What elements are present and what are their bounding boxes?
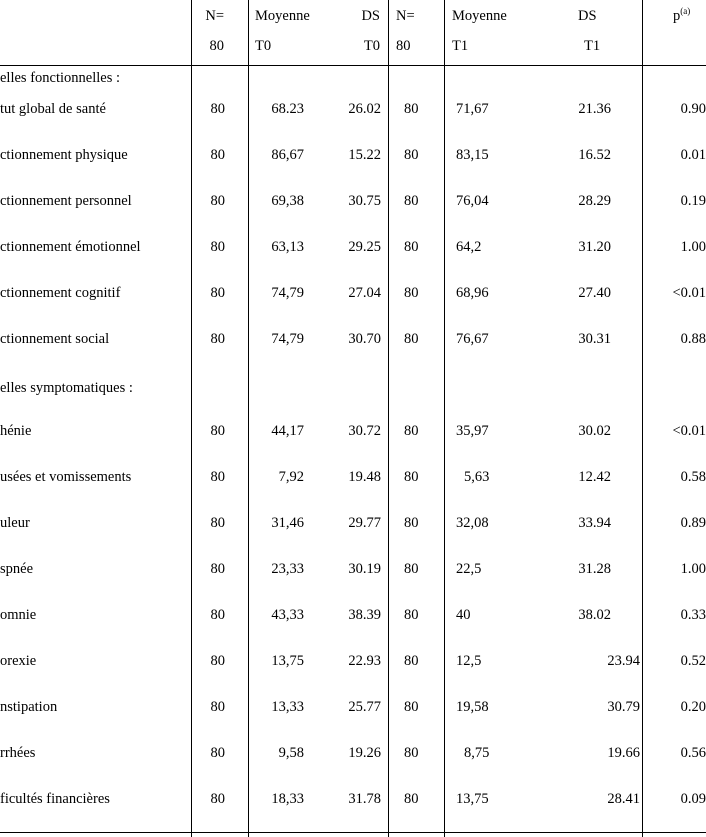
header-n-t1-line2: 80 (396, 38, 411, 54)
cell-p-value: <0.01 (672, 285, 706, 301)
header-mean-t0-line2: T0 (255, 38, 272, 54)
cell-n-t0: 80 (210, 331, 225, 347)
header-p-label: p (673, 8, 681, 24)
header-sd-t1-line2: T1 (584, 38, 601, 54)
cell-n-t0: 80 (210, 791, 225, 807)
section-symptomatic: elles symptomatiques : (0, 380, 133, 396)
cell-sd-t0: 29.25 (348, 239, 381, 255)
cell-mean-t1: 83,15 (456, 147, 489, 163)
column-divider (388, 0, 389, 837)
cell-mean-t0: 7,92 (278, 469, 304, 485)
header-p-footnote: (a) (680, 6, 691, 17)
row-label: hénie (0, 423, 32, 439)
cell-n-t1: 80 (404, 331, 419, 347)
cell-p-value: 0.33 (680, 607, 706, 623)
cell-mean-t0: 23,33 (271, 561, 304, 577)
row-label: ctionnement social (0, 331, 110, 347)
cell-n-t0: 80 (210, 745, 225, 761)
cell-sd-t1: 38.02 (578, 607, 611, 623)
cell-sd-t1: 31.28 (578, 561, 611, 577)
cell-p-value: 0.52 (680, 653, 706, 669)
header-n-t0-line2: 80 (209, 38, 224, 54)
cell-sd-t0: 19.26 (348, 745, 381, 761)
header-sd-t0-line2: T0 (363, 38, 380, 54)
cell-sd-t1: 30.02 (578, 423, 611, 439)
cell-n-t1: 80 (404, 653, 419, 669)
cell-mean-t1: 35,97 (456, 423, 489, 439)
cell-sd-t1: 31.20 (578, 239, 611, 255)
cell-p-value: 0.58 (680, 469, 706, 485)
cell-p-value: 0.09 (680, 791, 706, 807)
row-label: ctionnement cognitif (0, 285, 121, 301)
cell-sd-t1: 19.66 (607, 745, 640, 761)
row-label: ficultés financières (0, 791, 110, 807)
cell-n-t1: 80 (404, 745, 419, 761)
header-sd-t0-line1: DS (361, 8, 380, 24)
cell-sd-t0: 15.22 (348, 147, 381, 163)
cell-sd-t1: 30.79 (607, 699, 640, 715)
cell-p-value: 1.00 (680, 239, 706, 255)
cell-mean-t1: 32,08 (456, 515, 489, 531)
cell-sd-t0: 30.70 (348, 331, 381, 347)
cell-n-t0: 80 (210, 101, 225, 117)
row-label: ctionnement émotionnel (0, 239, 141, 255)
cell-n-t0: 80 (210, 239, 225, 255)
cell-mean-t0: 13,75 (271, 653, 304, 669)
row-label: rrhées (0, 745, 36, 761)
cell-n-t1: 80 (404, 101, 419, 117)
cell-p-value: 0.20 (680, 699, 706, 715)
header-n-t1-line1: N= (396, 8, 415, 24)
cell-sd-t0: 30.72 (348, 423, 381, 439)
cell-n-t0: 80 (210, 147, 225, 163)
cell-sd-t1: 21.36 (578, 101, 611, 117)
cell-n-t0: 80 (210, 423, 225, 439)
row-label: ctionnement physique (0, 147, 128, 163)
cell-p-value: 0.89 (680, 515, 706, 531)
cell-sd-t1: 27.40 (578, 285, 611, 301)
cell-sd-t1: 33.94 (578, 515, 611, 531)
row-label: spnée (0, 561, 34, 577)
cell-sd-t1: 28.29 (578, 193, 611, 209)
cell-n-t1: 80 (404, 285, 419, 301)
cell-sd-t0: 19.48 (348, 469, 381, 485)
cell-sd-t0: 38.39 (348, 607, 381, 623)
cell-sd-t1: 23.94 (607, 653, 640, 669)
cell-sd-t1: 28.41 (607, 791, 640, 807)
cell-mean-t0: 31,46 (271, 515, 304, 531)
row-label: orexie (0, 653, 37, 669)
cell-p-value: 0.90 (680, 101, 706, 117)
header-mean-t0-line1: Moyenne (255, 8, 310, 24)
cell-n-t0: 80 (210, 469, 225, 485)
cell-n-t0: 80 (210, 699, 225, 715)
cell-n-t1: 80 (404, 147, 419, 163)
row-label: usées et vomissements (0, 469, 132, 485)
cell-mean-t1: 76,67 (456, 331, 489, 347)
cell-mean-t0: 69,38 (271, 193, 304, 209)
cell-n-t1: 80 (404, 515, 419, 531)
cell-mean-t0: 86,67 (271, 147, 304, 163)
cell-n-t1: 80 (404, 193, 419, 209)
section-functional: elles fonctionnelles : (0, 70, 120, 86)
cell-p-value: 0.01 (680, 147, 706, 163)
header-p-value (673, 7, 690, 25)
row-label: tut global de santé (0, 101, 106, 117)
cell-p-value: 0.19 (680, 193, 706, 209)
cell-mean-t1: 71,67 (456, 101, 489, 117)
cell-sd-t0: 31.78 (348, 791, 381, 807)
cell-mean-t1: 13,75 (456, 791, 489, 807)
cell-sd-t0: 22.93 (348, 653, 381, 669)
cell-sd-t0: 25.77 (348, 699, 381, 715)
cell-n-t1: 80 (404, 607, 419, 623)
cell-mean-t0: 68.23 (271, 101, 304, 117)
cell-n-t0: 80 (210, 515, 225, 531)
cell-mean-t0: 13,33 (271, 699, 304, 715)
cell-n-t1: 80 (404, 699, 419, 715)
row-label: uleur (0, 515, 30, 531)
cell-sd-t1: 12.42 (578, 469, 611, 485)
cell-n-t1: 80 (404, 423, 419, 439)
cell-mean-t1: 5,63 (464, 469, 490, 485)
cell-mean-t1: 64,2 (456, 239, 482, 255)
cell-sd-t1: 30.31 (578, 331, 611, 347)
cell-mean-t0: 63,13 (271, 239, 304, 255)
row-label: nstipation (0, 699, 58, 715)
cell-n-t0: 80 (210, 653, 225, 669)
column-divider (444, 0, 445, 837)
header-mean-t1-line1: Moyenne (452, 8, 507, 24)
cell-mean-t1: 19,58 (456, 699, 489, 715)
cell-mean-t1: 8,75 (464, 745, 490, 761)
cell-sd-t0: 26.02 (348, 101, 381, 117)
cell-n-t0: 80 (210, 561, 225, 577)
cell-mean-t1: 76,04 (456, 193, 489, 209)
cell-n-t1: 80 (404, 469, 419, 485)
cell-sd-t0: 29.77 (348, 515, 381, 531)
cell-mean-t0: 9,58 (278, 745, 304, 761)
cell-p-value: 1.00 (680, 561, 706, 577)
cell-mean-t1: 40 (456, 607, 471, 623)
cell-n-t1: 80 (404, 239, 419, 255)
cell-n-t0: 80 (210, 193, 225, 209)
cell-mean-t0: 74,79 (271, 331, 304, 347)
cell-mean-t0: 74,79 (271, 285, 304, 301)
cell-mean-t0: 43,33 (271, 607, 304, 623)
cell-mean-t1: 68,96 (456, 285, 489, 301)
header-divider (0, 65, 706, 66)
cell-sd-t0: 30.75 (348, 193, 381, 209)
cell-sd-t1: 16.52 (578, 147, 611, 163)
cell-n-t0: 80 (210, 285, 225, 301)
cell-mean-t0: 18,33 (271, 791, 304, 807)
table-bottom-border (0, 832, 706, 833)
row-label: omnie (0, 607, 37, 623)
cell-n-t1: 80 (404, 561, 419, 577)
cell-n-t1: 80 (404, 791, 419, 807)
cell-n-t0: 80 (210, 607, 225, 623)
cell-p-value: <0.01 (672, 423, 706, 439)
row-label: ctionnement personnel (0, 193, 132, 209)
cell-mean-t1: 22,5 (456, 561, 482, 577)
cell-p-value: 0.56 (680, 745, 706, 761)
cell-sd-t0: 27.04 (348, 285, 381, 301)
cell-sd-t0: 30.19 (348, 561, 381, 577)
cell-mean-t1: 12,5 (456, 653, 482, 669)
cell-mean-t0: 44,17 (271, 423, 304, 439)
header-sd-t1-line1: DS (578, 8, 597, 24)
header-mean-t1-line2: T1 (452, 38, 469, 54)
header-n-t0-line1: N= (205, 8, 224, 24)
cell-p-value: 0.88 (680, 331, 706, 347)
